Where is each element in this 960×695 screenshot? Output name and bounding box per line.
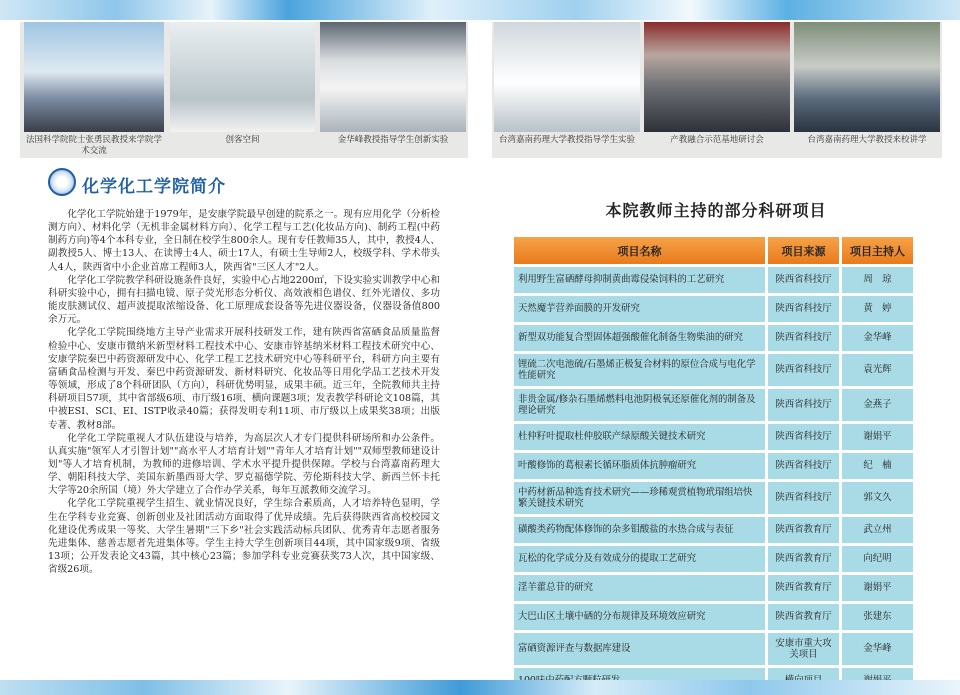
photo-caption: 创客空间 <box>225 135 260 145</box>
table-header-row <box>514 237 916 264</box>
project-name: 瓦松的化学成分及有效成分的提取工艺研究 <box>514 546 768 572</box>
project-name: 淫羊藿总苷的研究 <box>514 575 768 601</box>
photo-caption: 台湾嘉南药理大学教授指导学生实验 <box>498 135 635 145</box>
project-host: 金华峰 <box>842 633 916 665</box>
photo-caption: 产教融合示范基地研讨会 <box>670 135 764 145</box>
project-name: 中药材新品种选育技术研究——珍稀观赏植物玳瑁组培快繁关键技术研究 <box>514 482 768 514</box>
college-logo <box>48 168 76 196</box>
intro-paragraph: 化学化工学院围绕地方主导产业需求开展科技研发工作，建有陕西省富硒食品质量监督检验中心、安康市微纳米新型材料工程技术中心、安康市锌基纳米材料工程技术研究中心、安康学院秦巴中药资源研发中心、化学工程工艺技术研究中心等科研平台，科研方向主要有富硒食品检测与开发、秦巴中药资源研发、新材料研究、化妆品等日用化学品工艺技术开发等领域，形成了8个科研团队（方向），科研优势明显，成果丰硕。近三年，全院教师共主持科研项目57项，其中省部级6项、市厅级16项、横向课题3项；发表教学科研论文108篇，其中被ESI、SCI、EI、ISTP收录40篇；获得发明专利11项、市厅级以上成果奖38项；出版专著、教材8部。 <box>48 327 440 431</box>
photo-caption: 金华峰教授指导学生创新实验 <box>337 135 449 145</box>
project-name: 利用野生富硒酵母抑制黄曲霉侵染饲料的工艺研究 <box>514 267 768 293</box>
photo-academician-visit <box>24 22 164 132</box>
table-row <box>514 389 916 421</box>
intro-paragraph: 化学化工学院教学科研设施条件良好，实验中心占地2200㎡，下设实验实训教学中心和科研实验中心，拥有扫描电镜、原子荧光形态分析仪、高效液相色谱仪、红外光谱仪、多功能皮肤测试仪、超声波提取浓缩设备、化工原理成套设备等先进仪器设备，仪器设备值800余万元。 <box>48 274 440 326</box>
project-host: 张建东 <box>842 604 916 630</box>
table-row <box>514 354 916 386</box>
project-host: 谢娟平 <box>842 424 916 450</box>
project-host: 黄 婷 <box>842 296 916 322</box>
photo-maker-space <box>170 22 315 132</box>
project-source: 陕西省科技厅 <box>768 354 842 386</box>
project-host: 纪 楠 <box>842 453 916 479</box>
project-source: 陕西省科技厅 <box>768 325 842 351</box>
project-host: 袁光辉 <box>842 354 916 386</box>
project-name: 大巴山区土壤中硒的分布规律及环境效应研究 <box>514 604 768 630</box>
table-row <box>514 633 916 665</box>
table-row <box>514 267 916 293</box>
project-host: 金华峰 <box>842 325 916 351</box>
photo-seminar <box>644 22 790 132</box>
project-host: 周 琼 <box>842 267 916 293</box>
table-row <box>514 424 916 450</box>
photo-strip-right <box>492 22 942 158</box>
project-name: 杜仲籽叶提取杜仲胶联产绿原酸关键技术研究 <box>514 424 768 450</box>
project-name: 非贵金属/修杂石墨烯燃料电池阴极氧还原催化剂的制备及理论研究 <box>514 389 768 421</box>
table-row <box>514 296 916 322</box>
header-project-source: 项目来源 <box>768 237 842 264</box>
project-source: 陕西省科技厅 <box>768 482 842 514</box>
project-source: 陕西省科技厅 <box>768 267 842 293</box>
photo-lecture <box>794 22 940 132</box>
table-row <box>514 604 916 630</box>
bottom-decorative-stripe <box>0 680 960 695</box>
project-host: 郭文久 <box>842 482 916 514</box>
intro-paragraph: 化学化工学院重视学生招生、就业情况良好，学生综合素质高，人才培养特色显明，学生在学科专业竞赛、创新创业及社团活动方面取得了优异成绩。先后获得陕西省高校校园文化建设优秀成果一等奖、大学生暑期"三下乡"社会实践活动标兵团队、优秀青年志愿者服务先进集体、慈善志愿者先进集体等。学生主持大学生创新项目44项，其中国家级9项、省级13项；公开发表论文43篇，其中核心23篇；参加学科专业竞赛获奖73人次，其中国家级、省级26项。 <box>48 498 440 576</box>
project-source: 陕西省科技厅 <box>768 453 842 479</box>
project-name: 叶酸修饰的葛根素长循环脂质体抗肿瘤研究 <box>514 453 768 479</box>
photo-taiwan-professor <box>494 22 640 132</box>
photo-innovation-lab <box>320 22 466 132</box>
project-source: 陕西省教育厅 <box>768 517 842 543</box>
project-source: 陕西省教育厅 <box>768 604 842 630</box>
top-decorative-stripe <box>0 0 960 20</box>
project-source: 陕西省教育厅 <box>768 575 842 601</box>
projects-title: 本院教师主持的部分科研项目 <box>605 201 827 220</box>
project-host: 武立州 <box>842 517 916 543</box>
table-row <box>514 482 916 514</box>
project-source: 陕西省科技厅 <box>768 424 842 450</box>
project-name: 锂硫二次电池硫/石墨烯正极复合材料的原位合成与电化学性能研究 <box>514 354 768 386</box>
project-source: 安康市重大攻关项目 <box>768 633 842 665</box>
project-name: 富硒资源评查与数据库建设 <box>514 633 768 665</box>
project-name: 新型双功能复合型固体超强酸催化制备生物柴油的研究 <box>514 325 768 351</box>
intro-paragraph: 化学化工学院始建于1979年，是安康学院最早创建的院系之一。现有应用化学（分析检测方向）、材料化学（无机非金属材料方向）、化学工程与工艺(化妆品方向)、制药工程(中药制药方向)等4个本科专业，全日制在校学生800余人。现有专任教师35人，其中，教授4人、副教授5人、博士13人、在读博士4人、硕士17人，有硕士生导师2人，校级学科、学术带头人4人，陕西省中小企业首席工程师3人，陕西省"三区人才"2人。 <box>48 209 440 273</box>
project-source: 陕西省科技厅 <box>768 296 842 322</box>
projects-table <box>514 234 916 695</box>
header-project-name: 项目名称 <box>514 237 768 264</box>
intro-paragraph: 化学化工学院重视人才队伍建设与培养，为高层次人才专门提供科研场所和办公条件。认真实施"领军人才引智计划""高水平人才培育计划""青年人才培育计划""双师型教师建设计划"等人才培育机制，为教师的进修培训、学术水平提升提供保障。学校与台湾嘉南药理大学、朝阳科技大学、美国东新墨西哥大学、罗克福德学院、劳伦斯科技大学、新西兰怀卡托大学等20余所国（境）外大学建立了合作办学关系，每年互派教师交流学习。 <box>48 432 440 497</box>
project-host: 向纪明 <box>842 546 916 572</box>
photo-strip-left <box>20 22 468 158</box>
photo-caption: 法国科学院院士张勇民教授来学院学术交流 <box>25 135 162 156</box>
table-row <box>514 453 916 479</box>
project-source: 陕西省教育厅 <box>768 546 842 572</box>
table-row <box>514 517 916 543</box>
table-row <box>514 546 916 572</box>
project-name: 磺酸类药物配体修饰的杂多钼酸盐的水热合成与表征 <box>514 517 768 543</box>
project-source: 陕西省科技厅 <box>768 389 842 421</box>
project-host: 谢娟平 <box>842 575 916 601</box>
project-host: 金燕子 <box>842 389 916 421</box>
header-project-host: 项目主持人 <box>842 237 916 264</box>
intro-text <box>48 208 440 576</box>
table-row <box>514 575 916 601</box>
intro-title: 化学化工学院简介 <box>82 177 226 197</box>
project-name: 天然魔芋营养面膜的开发研究 <box>514 296 768 322</box>
photo-caption: 台湾嘉南药理大学教授来校讲学 <box>807 135 927 145</box>
table-row <box>514 325 916 351</box>
